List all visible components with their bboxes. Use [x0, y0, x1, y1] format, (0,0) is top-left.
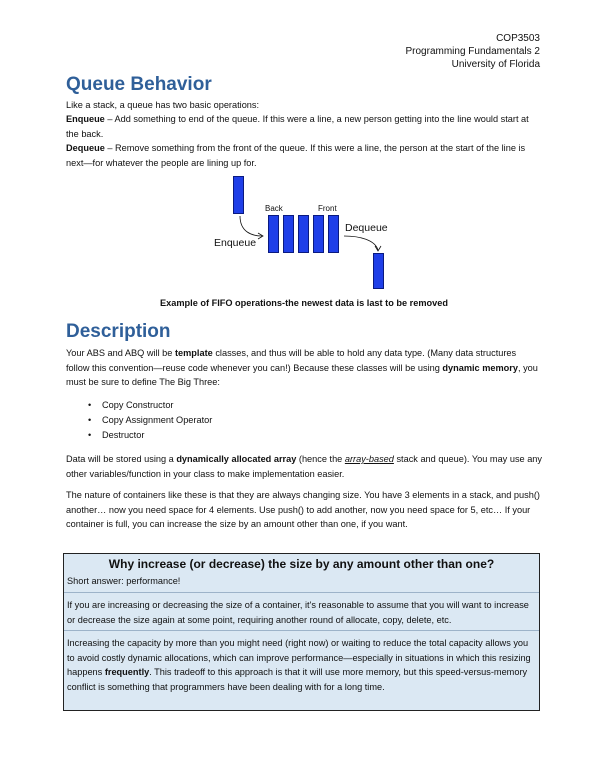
- back-label: Back: [265, 204, 283, 213]
- course-header: [405, 32, 540, 71]
- dequeue-term: Dequeue: [66, 143, 105, 153]
- enqueue-arrowhead: [258, 233, 263, 239]
- diagram-caption: Example of FIFO operations-the newest data is last to be removed: [160, 298, 448, 308]
- description-paragraph-3: The nature of containers like these is that they are always changing size. You have 3 elements in a stack, and push() another… now you need space for 4 elements. Use push() to add another, now you need space for 5, etc… If your container is full, you can increase the size by an amount other than one, if you want.: [66, 490, 540, 529]
- sidebar-divider: [64, 592, 539, 593]
- queue-intro: Like a stack, a queue has two basic operations:: [66, 100, 260, 110]
- dequeue-definition: Dequeue – Remove something from the front of the queue. If this were a line, the person at the start of the line is next—for whatever the people are lining up for.: [66, 143, 526, 168]
- sidebar-divider: [64, 630, 539, 631]
- incoming-block: [233, 176, 244, 214]
- queue-block-4: [313, 215, 324, 253]
- queue-block-2: [283, 215, 294, 253]
- big-three-list: [88, 398, 212, 443]
- sidebar-paragraph-1: If you are increasing or decreasing the size of a container, it's reasonable to assume that you will want to increase or decrease the size again at some point, requiring another round of allocate, copy, delete, etc.: [67, 600, 529, 625]
- front-label: Front: [318, 204, 337, 213]
- sidebar-paragraph-2: Increasing the capacity by more than you might need (right now) or waiting to reduce the total capacity allows you to avoid costly dynamic allocations, which can improve performance—especially in situations in which this resizing happens frequently. This tradeoff to this approach is that it will use more memory, but this speed-versus-memory conflict is something that programmers have been dealing with for a long time.: [67, 638, 531, 692]
- dequeue-label: Dequeue: [345, 222, 388, 234]
- university-name: University of Florida: [451, 59, 540, 70]
- queue-behavior-heading: Queue Behavior: [66, 74, 212, 95]
- sidebar-title: Why increase (or decrease) the size by any amount other than one?: [108, 557, 495, 571]
- queue-block-5: [328, 215, 339, 253]
- enqueue-definition: Enqueue – Add something to end of the queue. If this were a line, a new person getting into the line would start at the back.: [66, 114, 529, 139]
- performance-sidebar: [63, 553, 540, 711]
- list-item: • Copy Assignment Operator: [88, 413, 212, 428]
- queue-block-3: [298, 215, 309, 253]
- description-heading: Description: [66, 321, 171, 342]
- enqueue-term: Enqueue: [66, 114, 105, 124]
- course-name: Programming Fundamentals 2: [405, 46, 540, 57]
- dequeued-block: [373, 253, 384, 289]
- dequeue-arrowhead: [375, 246, 381, 251]
- description-paragraph-1: Your ABS and ABQ will be template classes, and thus will be able to hold any data type. (Many data structures follow this convention—reuse code whenever you can!) Because these classes will be using dynamic memory, you must be sure to define The Big Three:: [66, 348, 538, 387]
- list-item: • Destructor: [88, 428, 212, 443]
- enqueue-arrow: [240, 216, 262, 236]
- list-item: • Copy Constructor: [88, 398, 212, 413]
- course-code: COP3503: [496, 33, 540, 44]
- enqueue-label: Enqueue: [214, 237, 257, 249]
- queue-block-1: [268, 215, 279, 253]
- description-paragraph-2: Data will be stored using a dynamically allocated array (hence the array-based stack and queue). You may use any other variables/function in your class to make implementation easier.: [66, 454, 543, 479]
- dequeue-arrow: [344, 236, 378, 250]
- sidebar-short-answer: Short answer: performance!: [67, 576, 181, 586]
